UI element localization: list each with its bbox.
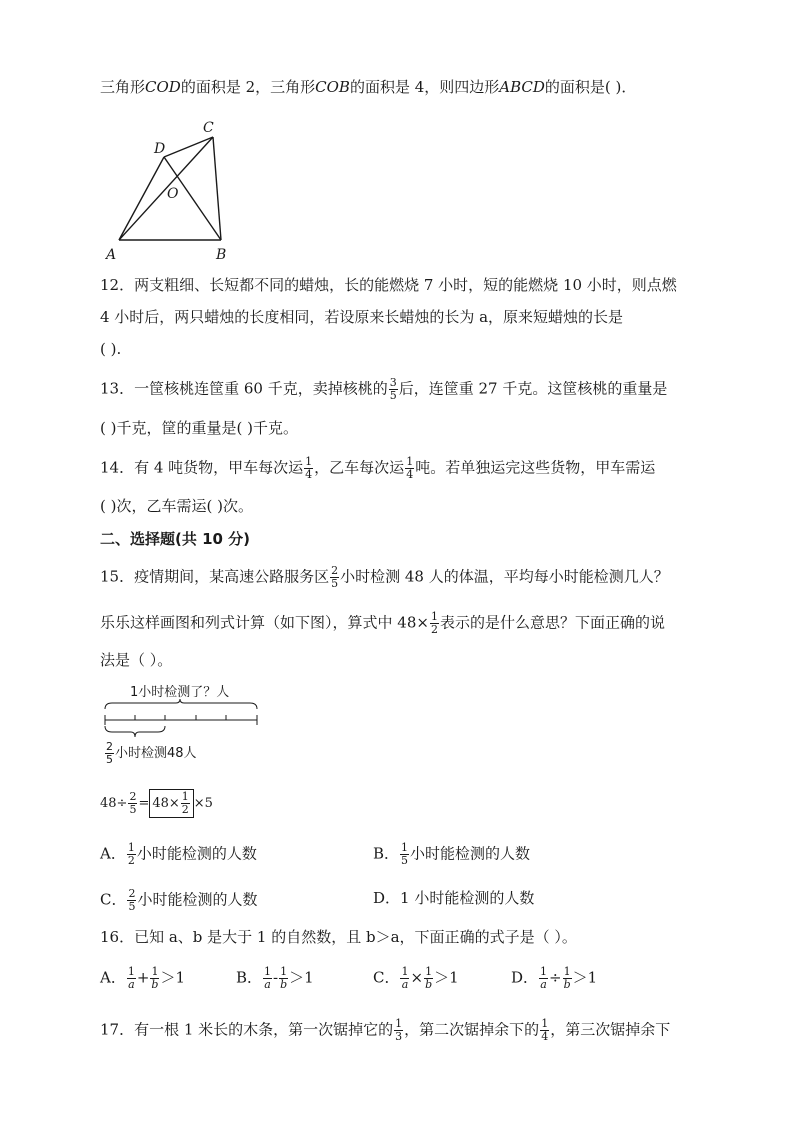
label-d: D [154,141,166,157]
q15-line2: 乐乐这样画图和列式计算（如下图），算式中 48× $\frac{1}{2}$ 表示的是什么意思？下面正确的说 [100,610,665,636]
q15-option-d[interactable]: D．1 小时能检测的人数 [373,889,535,907]
top-brace [105,699,257,709]
label-a: A [106,247,117,263]
q16-option-a[interactable]: A． $\frac{1}{a}$ + $\frac{1}{b}$ ＞1 [100,965,186,991]
q16-option-d[interactable]: D． $\frac{1}{a}$ ÷ $\frac{1}{b}$ ＞1 [511,965,598,991]
q15-option-a[interactable]: A． $\frac{1}{2}$ 小时能检测的人数 [100,841,257,867]
bottom-brace [105,726,165,737]
diagonal-ac [119,137,213,240]
q16-option-c[interactable]: C． $\frac{1}{a}$ × $\frac{1}{b}$ ＞1 [373,965,459,991]
q12-line3: ( ). [100,340,122,358]
segment-diagram [100,698,262,740]
quadrilateral-figure [100,115,250,265]
q15-line3: 法是（ ）。 [100,651,173,669]
q17-line1: 17．有一根 1 米长的木条，第一次锯掉它的 $\frac{1}{3}$ ，第二次锯掉余下的 $\frac{1}{4}$ ，第三次锯掉余下 [100,1017,671,1043]
q16-option-b[interactable]: B． $\frac{1}{a}$ - $\frac{1}{b}$ ＞1 [236,965,314,991]
section-title: 二、选择题(共 10 分) [100,530,251,548]
q15-line1: 15．疫情期间，某高速公路服务区 $\frac{2}{5}$ 小时检测 48 人的体温，平均每小时能检测几人？ [100,564,669,590]
q12-line2: 4 小时后，两只蜡烛的长度相同，若设原来长蜡烛的长为 a，原来短蜡烛的长是 [100,308,624,326]
q16-text: 16．已知 a、b 是大于 1 的自然数，且 b＞a，下面正确的式子是（ ）。 [100,928,577,946]
label-c: C [203,120,214,136]
equation: 48÷ $\frac{2}{5}$ = 48× $\frac{1}{2}$ ×5 [100,790,213,816]
q11-text: 三角形COD的面积是 2，三角形COB的面积是 4，则四边形ABCD的面积是( )． [100,78,637,96]
edge-bc [213,137,221,240]
q14-line1: 14．有 4 吨货物，甲车每次运 $\frac{1}{4}$ ，乙车每次运 $\frac{1}{4}$ 吨。若单独运完这些货物，甲车需运 [100,455,656,481]
q13-line2: ( )千克，筐的重量是( )千克。 [100,419,298,437]
q15-option-c[interactable]: C． $\frac{2}{5}$ 小时能检测的人数 [100,887,258,913]
q15-option-b[interactable]: B． $\frac{1}{5}$ 小时能检测的人数 [373,841,531,867]
label-o: O [167,186,179,202]
diagram-bottom-label: $\frac{2}{5}$ 小时检测48人 [106,740,197,766]
q14-line2: ( )次，乙车需运( )次。 [100,497,253,515]
diagram-top-label: 1小时检测了？人 [130,685,230,700]
label-b: B [216,247,227,263]
q13-line1: 13．一筐核桃连筐重 60 千克，卖掉核桃的 $\frac{3}{5}$ 后，连筐重 27 千克。这筐核桃的重量是 [100,376,668,402]
boxed-term: 48× $\frac{1}{2}$ [149,789,193,818]
q12-line1: 12．两支粗细、长短都不同的蜡烛，长的能燃烧 7 小时，短的能燃烧 10 小时，则点燃 [100,276,677,294]
edge-cd [164,137,213,157]
